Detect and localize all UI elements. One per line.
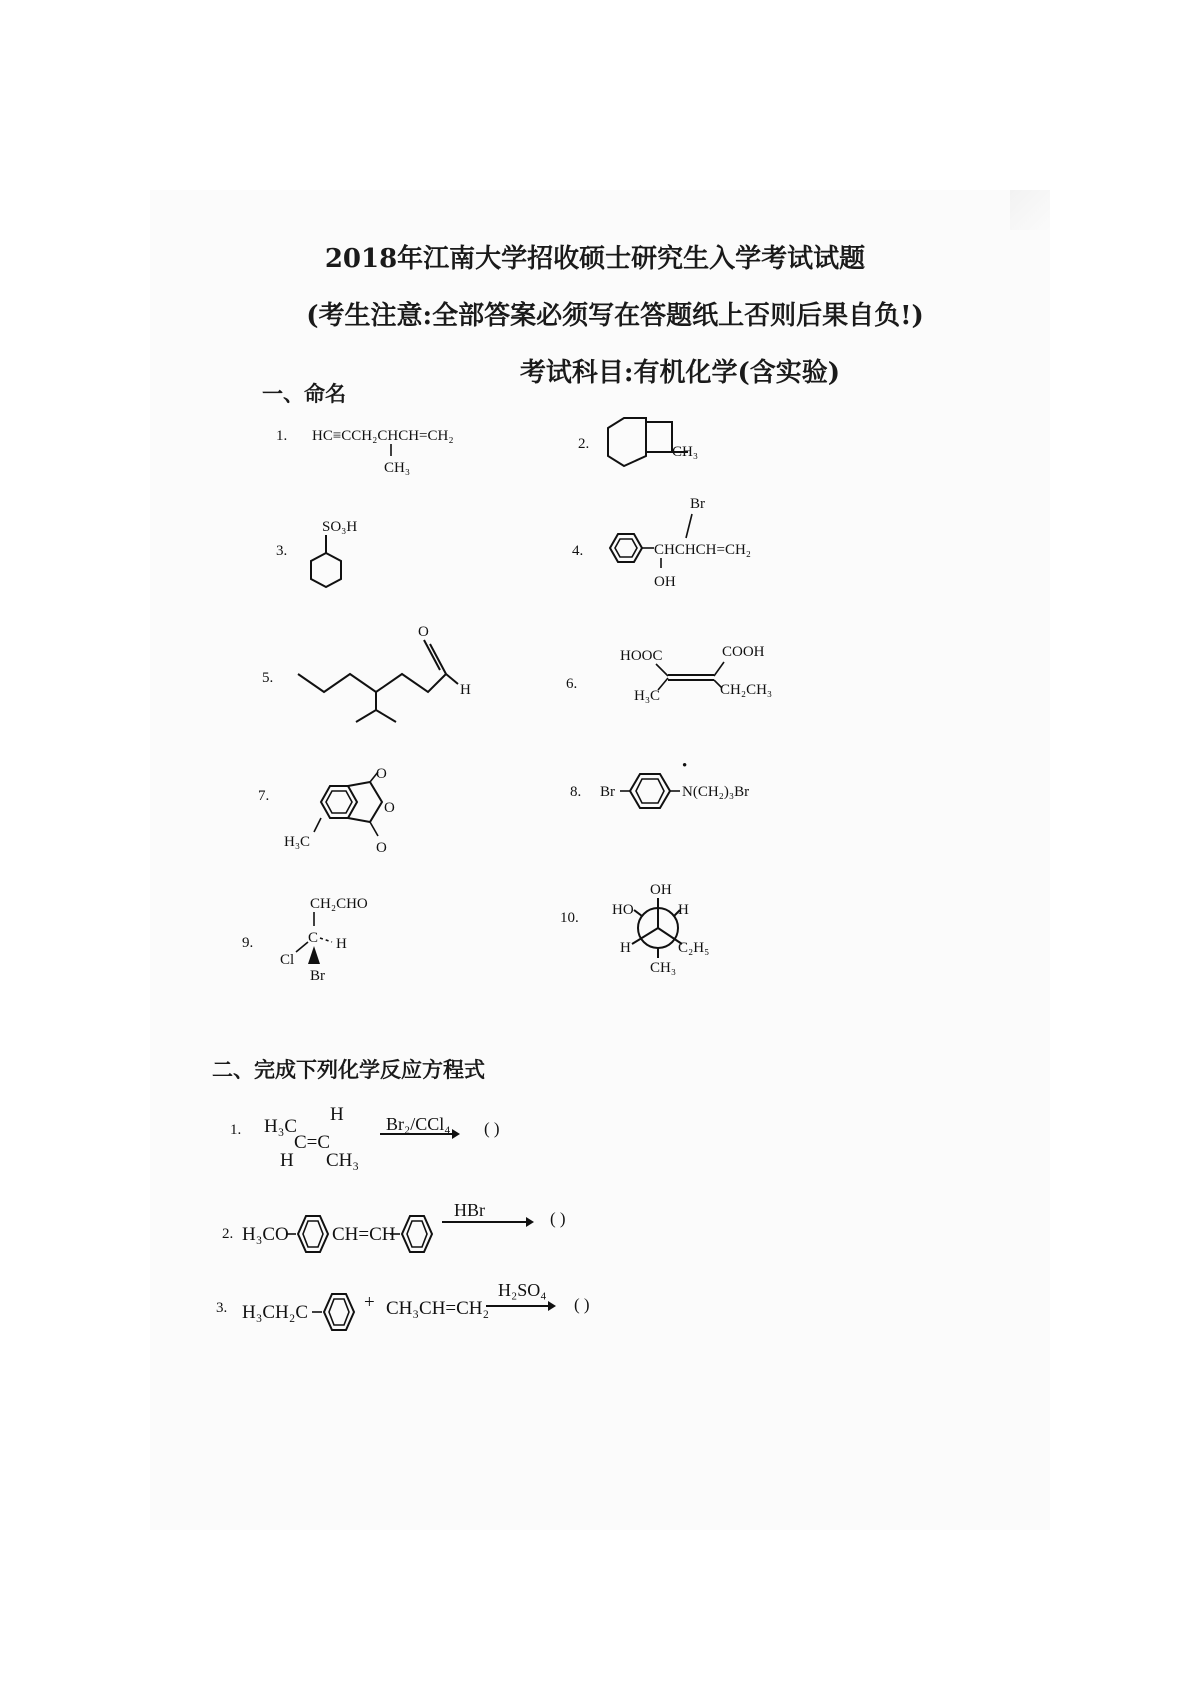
item-1-structure: [312, 424, 492, 479]
reaction-1-blank: ( ): [484, 1119, 500, 1138]
reaction-2-ring-1-inner: [303, 1221, 323, 1247]
item-8-benzene-inner: [636, 779, 664, 803]
reaction-1-reagent: Br₂/CCl₄: [386, 1114, 451, 1134]
item-6-bond-tr: [714, 662, 724, 676]
item-9-chlorine: Cl: [280, 952, 295, 968]
item-3-substituent: SO₃H: [322, 519, 358, 535]
item-5-hydrogen: H: [460, 682, 471, 698]
reaction-3-ring-inner: [329, 1299, 349, 1325]
item-8-structure: [600, 760, 770, 820]
item-6-bond-tl: [656, 664, 668, 676]
item-10-top: OH: [650, 882, 672, 898]
item-9-number: 9.: [242, 935, 254, 951]
item-3-cyclohexane-ring: [311, 553, 341, 587]
item-7-anhydride-ring: [348, 782, 382, 822]
item-4-structure: [596, 492, 776, 592]
reaction-1-double-bond: C=C: [294, 1132, 331, 1153]
item-5-carbonyl-bond-b: [424, 640, 440, 670]
item-6-bottom-right: CH₂CH₃: [720, 682, 773, 698]
exam-notice: (考生注意:全部答案必须写在答题纸上否则后果自负!): [306, 301, 924, 331]
item-2-number: 2.: [578, 436, 590, 452]
reaction-1-hydrogen-top: H: [330, 1104, 344, 1125]
item-10-top-right: H: [678, 902, 689, 918]
item-8-number: 8.: [570, 784, 582, 800]
reaction-1-arrowhead: [452, 1129, 460, 1139]
reaction-3-start: H₃CH₂C: [242, 1302, 309, 1323]
item-2-substituent: CH₃: [672, 444, 699, 460]
reaction-2-reagent: HBr: [454, 1200, 485, 1220]
reaction-1-methyl-right: CH₃: [326, 1150, 360, 1171]
item-9-structure: [278, 892, 398, 987]
item-1-formula: HC≡CCH₂CHCH=CH₂: [312, 428, 454, 444]
item-9-hash-bond: [320, 938, 332, 942]
item-1-number: 1.: [276, 428, 288, 444]
reaction-3-blank: ( ): [574, 1295, 590, 1314]
reaction-2-arrowhead: [526, 1217, 534, 1227]
item-6-structure: [618, 638, 788, 713]
item-3-number: 3.: [276, 543, 288, 559]
item-5-aldehyde-h-bond: [446, 674, 458, 684]
item-6-top-right: COOH: [722, 644, 765, 660]
item-7-co-bottom: [370, 822, 378, 836]
item-6-top-left: HOOC: [620, 648, 663, 664]
item-10-bottom: CH₃: [650, 960, 677, 976]
item-9-hydrogen: H: [336, 936, 347, 952]
reaction-3-arrowhead: [548, 1301, 556, 1311]
reaction-1-number: 1.: [230, 1122, 242, 1138]
exam-title: 2018年江南大学招收硕士研究生入学考试试题: [324, 244, 866, 274]
item-5-isopropyl: [356, 710, 396, 722]
item-7-oxygen-ring: O: [384, 800, 395, 816]
section-2-heading: 二、完成下列化学反应方程式: [212, 1057, 485, 1082]
item-9-bromine: Br: [310, 968, 325, 984]
reaction-2-mid: CH=CH: [332, 1224, 396, 1245]
item-7-oxygen-bottom: O: [376, 840, 387, 856]
item-10-bottom-left: H: [620, 940, 631, 956]
item-10-back-bond-left: [634, 910, 642, 916]
item-10-front-bond-left: [632, 928, 658, 944]
reaction-3-plus: +: [364, 1292, 375, 1313]
item-10-top-left: HO: [612, 902, 634, 918]
item-7-methyl-bond: [314, 818, 321, 832]
item-8-charge: •: [682, 758, 688, 774]
item-4-number: 4.: [572, 543, 584, 559]
reaction-1-structure: [262, 1100, 552, 1175]
scan-edge: [1010, 190, 1050, 230]
item-10-structure: [610, 878, 730, 978]
item-5-carbon-chain: [298, 674, 446, 692]
reaction-3-reactant-2: CH₃CH=CH₂: [386, 1298, 490, 1319]
reaction-1-hydrogen-bottom: H: [280, 1150, 294, 1171]
item-4-br-bond: [686, 514, 692, 538]
reaction-3-number: 3.: [216, 1300, 228, 1316]
item-6-number: 6.: [566, 676, 578, 692]
item-9-cl-bond: [296, 942, 308, 952]
item-2-cyclobutane-ring: [646, 422, 672, 452]
item-2-cyclohexane-ring: [608, 418, 646, 466]
reaction-2-number: 2.: [222, 1226, 234, 1242]
item-5-structure: [296, 622, 496, 732]
item-4-bromine: Br: [690, 496, 705, 512]
reaction-2-blank: ( ): [550, 1209, 566, 1228]
item-3-structure: [300, 515, 380, 595]
item-7-structure: [282, 760, 412, 860]
item-5-number: 5.: [262, 670, 274, 686]
section-1-heading: 一、命名: [262, 381, 346, 406]
item-2-structure: [600, 410, 720, 480]
item-1-substituent: CH₃: [384, 460, 411, 476]
item-7-oxygen-top: O: [376, 766, 387, 782]
reaction-2-structure: [240, 1196, 600, 1256]
reaction-3-structure: [240, 1274, 630, 1336]
item-7-number: 7.: [258, 788, 270, 804]
item-8-ammonium: N(CH₂)₃Br: [682, 784, 750, 800]
reaction-1-methyl-left: H₃C: [264, 1116, 298, 1137]
item-10-bottom-right: C₂H₅: [678, 940, 710, 956]
item-6-bottom-left: H₃C: [634, 688, 661, 704]
item-4-benzene-inner: [615, 539, 637, 557]
reaction-2-ring-2-inner: [407, 1221, 427, 1247]
reaction-3-reagent: H₂SO₄: [498, 1280, 547, 1300]
item-6-bond-bl: [658, 678, 668, 690]
item-7-methyl: H₃C: [284, 834, 311, 850]
item-5-oxygen: O: [418, 624, 429, 640]
item-10-number: 10.: [560, 910, 579, 926]
item-4-hydroxyl: OH: [654, 574, 676, 590]
item-9-wedge-bond: [308, 946, 320, 964]
item-9-carbon: C: [308, 930, 319, 946]
reaction-2-start: H₃CO: [242, 1224, 289, 1245]
item-4-formula: CHCHCH=CH₂: [654, 542, 752, 558]
item-9-top: CH₂CHO: [310, 896, 368, 912]
item-7-benzene-inner: [326, 791, 352, 813]
item-8-bromine: Br: [600, 784, 615, 800]
exam-subject: 考试科目:有机化学(含实验): [519, 358, 841, 388]
item-5-carbonyl-bond-a: [430, 644, 446, 674]
